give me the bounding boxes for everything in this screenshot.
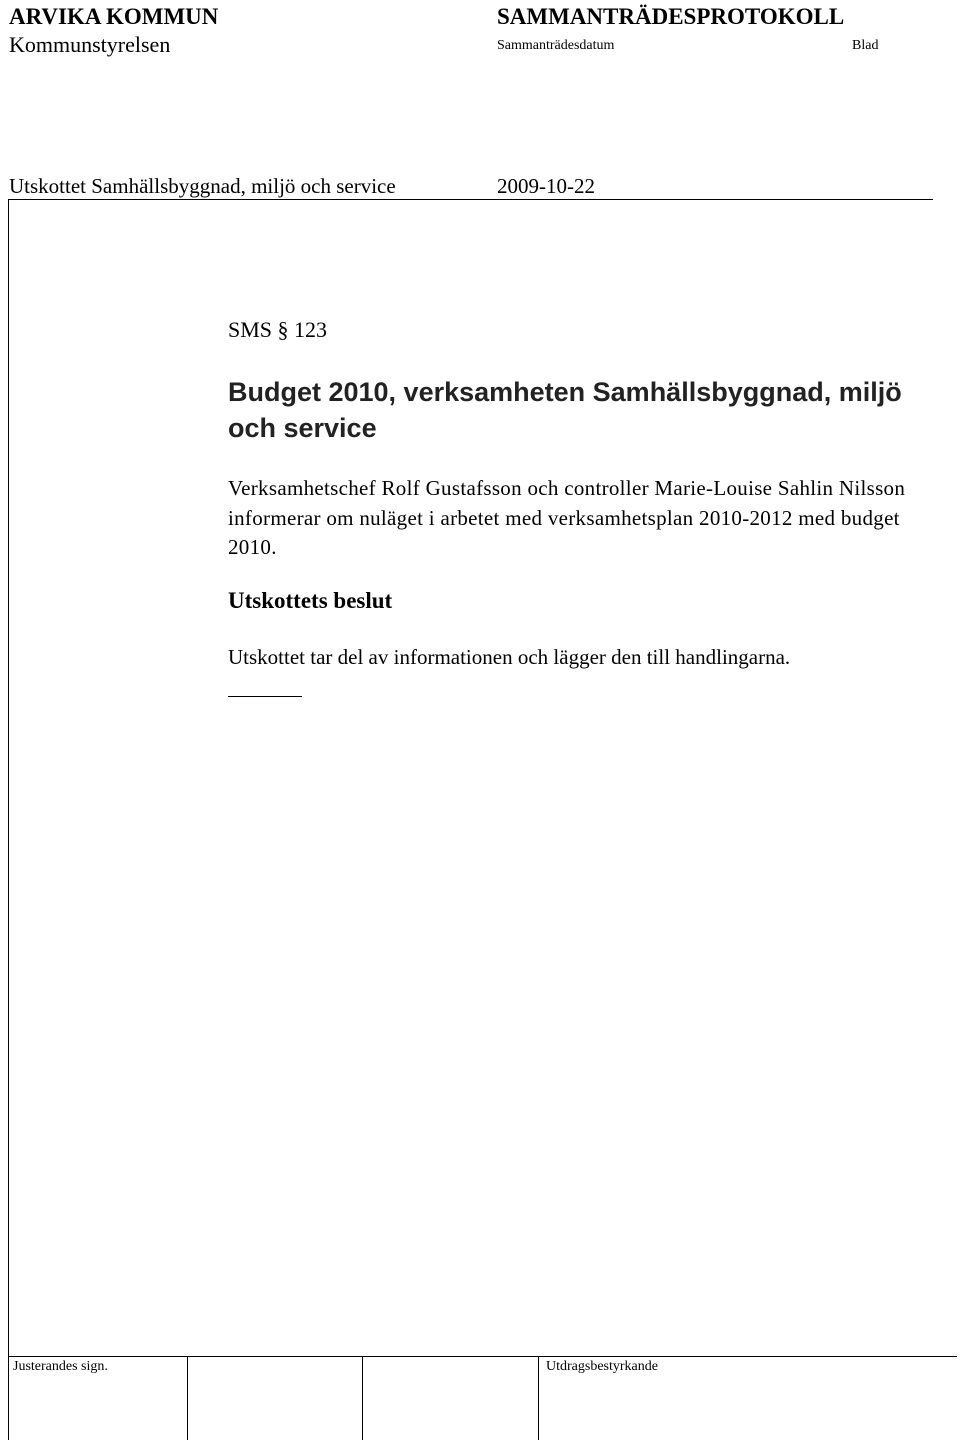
footer-cell-border [362,1356,363,1440]
decision-text: Utskottet tar del av informationen och lägger den till handlingarna. [228,645,791,669]
committee-name: Utskottet Samhällsbyggnad, miljö och service [9,174,396,198]
footer-cell-border [187,1356,188,1440]
paragraph-reference: SMS § 123 [228,317,328,342]
header-divider [8,199,933,200]
left-margin-rule [8,199,9,1357]
certification-label: Utdragsbestyrkande [546,1359,658,1374]
footer-cell-border [538,1356,539,1440]
meeting-date-label: Sammanträdesdatum [497,38,615,53]
item-title: Budget 2010, verksamheten Samhällsbyggnad, miljö och service [228,377,902,443]
page-label: Blad [852,38,879,53]
footer-divider [8,1356,957,1357]
document-type: SAMMANTRÄDESPROTOKOLL [497,4,845,29]
meeting-date: 2009-10-22 [497,174,595,198]
end-rule [228,696,302,697]
organization-name: ARVIKA KOMMUN [9,4,219,29]
item-body: Verksamhetschef Rolf Gustafsson och controller Marie-Louise Sahlin Nilsson informerar om nuläget i arbetet med verksamhetsplan 2010-2012 med budget 2010. [228,476,906,559]
decision-heading: Utskottets beslut [228,588,393,613]
signature-label: Justerandes sign. [13,1359,108,1374]
board-name: Kommunstyrelsen [9,32,171,57]
footer-cell-border [8,1356,9,1440]
